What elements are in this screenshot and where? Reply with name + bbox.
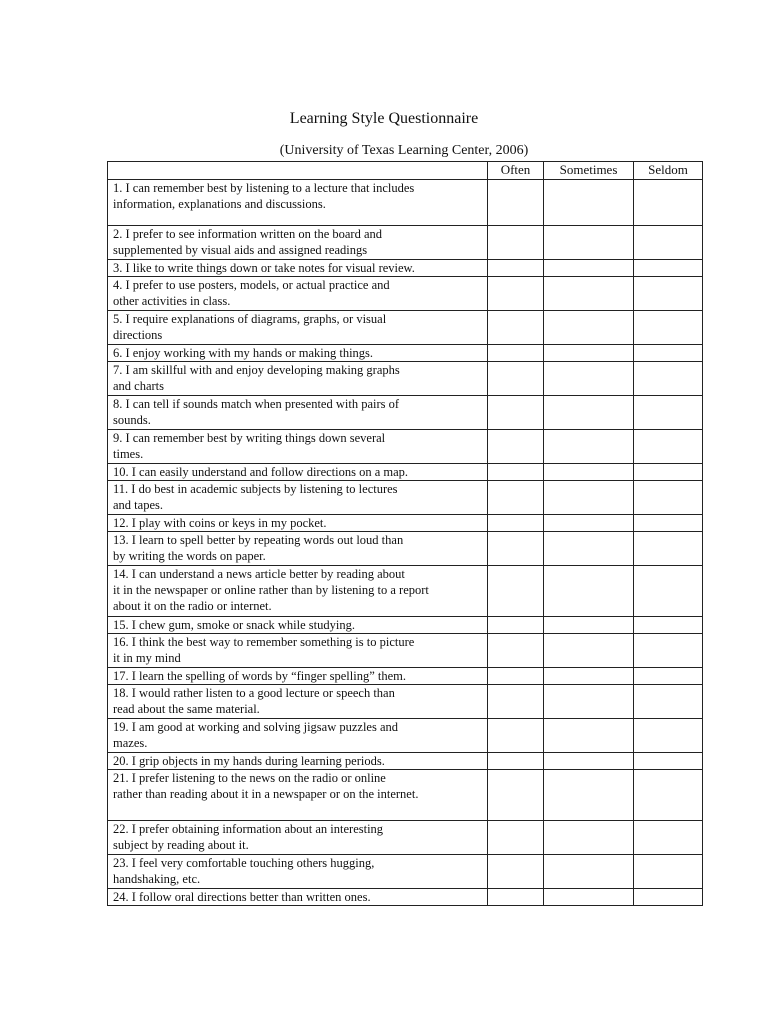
question-text: 5. I require explanations of diagrams, graphs, or visual directions	[108, 311, 488, 345]
seldom-response-cell[interactable]	[634, 515, 703, 532]
table-row	[108, 481, 703, 515]
often-response-cell[interactable]	[488, 753, 544, 770]
often-response-cell[interactable]	[488, 532, 544, 566]
sometimes-response-cell[interactable]	[544, 260, 634, 277]
table-row	[108, 464, 703, 481]
table-row	[108, 685, 703, 719]
seldom-response-cell[interactable]	[634, 481, 703, 515]
sometimes-response-cell[interactable]	[544, 430, 634, 464]
table-row	[108, 345, 703, 362]
seldom-response-cell[interactable]	[634, 685, 703, 719]
question-column-header	[108, 162, 488, 180]
sometimes-response-cell[interactable]	[544, 889, 634, 906]
question-text: 14. I can understand a news article better by reading about it in the newspaper or online rather than by listening to a report about it on the radio or internet.	[108, 566, 488, 617]
question-text: 18. I would rather listen to a good lecture or speech than read about the same material.	[108, 685, 488, 719]
question-text: 4. I prefer to use posters, models, or actual practice and other activities in class.	[108, 277, 488, 311]
seldom-response-cell[interactable]	[634, 634, 703, 668]
often-response-cell[interactable]	[488, 180, 544, 226]
table-row	[108, 515, 703, 532]
sometimes-response-cell[interactable]	[544, 311, 634, 345]
often-response-cell[interactable]	[488, 719, 544, 753]
often-response-cell[interactable]	[488, 311, 544, 345]
sometimes-response-cell[interactable]	[544, 226, 634, 260]
table-row	[108, 430, 703, 464]
table-row	[108, 719, 703, 753]
question-text: 10. I can easily understand and follow directions on a map.	[108, 464, 488, 481]
seldom-response-cell[interactable]	[634, 396, 703, 430]
question-text: 7. I am skillful with and enjoy developing making graphs and charts	[108, 362, 488, 396]
question-text: 8. I can tell if sounds match when presented with pairs of sounds.	[108, 396, 488, 430]
table-row	[108, 277, 703, 311]
often-response-cell[interactable]	[488, 464, 544, 481]
sometimes-response-cell[interactable]	[544, 362, 634, 396]
sometimes-response-cell[interactable]	[544, 855, 634, 889]
sometimes-response-cell[interactable]	[544, 481, 634, 515]
table-row	[108, 753, 703, 770]
question-text: 19. I am good at working and solving jigsaw puzzles and mazes.	[108, 719, 488, 753]
seldom-response-cell[interactable]	[634, 260, 703, 277]
seldom-response-cell[interactable]	[634, 617, 703, 634]
sometimes-column-header: Sometimes	[544, 162, 634, 180]
page-title: Learning Style Questionnaire	[289, 110, 479, 127]
seldom-response-cell[interactable]	[634, 532, 703, 566]
often-response-cell[interactable]	[488, 226, 544, 260]
seldom-response-cell[interactable]	[634, 668, 703, 685]
often-response-cell[interactable]	[488, 821, 544, 855]
question-text: 1. I can remember best by listening to a lecture that includes information, explanations and discussions.	[108, 180, 488, 226]
sometimes-response-cell[interactable]	[544, 753, 634, 770]
sometimes-response-cell[interactable]	[544, 180, 634, 226]
often-response-cell[interactable]	[488, 260, 544, 277]
question-text: 6. I enjoy working with my hands or making things.	[108, 345, 488, 362]
table-row	[108, 311, 703, 345]
often-response-cell[interactable]	[488, 566, 544, 617]
question-text: 13. I learn to spell better by repeating words out loud than by writing the words on paper.	[108, 532, 488, 566]
often-response-cell[interactable]	[488, 770, 544, 821]
seldom-response-cell[interactable]	[634, 889, 703, 906]
often-response-cell[interactable]	[488, 634, 544, 668]
seldom-column-header: Seldom	[634, 162, 703, 180]
table-row	[108, 226, 703, 260]
often-response-cell[interactable]	[488, 855, 544, 889]
sometimes-response-cell[interactable]	[544, 566, 634, 617]
question-text: 11. I do best in academic subjects by listening to lectures and tapes.	[108, 481, 488, 515]
often-response-cell[interactable]	[488, 617, 544, 634]
sometimes-response-cell[interactable]	[544, 464, 634, 481]
question-text: 3. I like to write things down or take notes for visual review.	[108, 260, 488, 277]
table-row	[108, 180, 703, 226]
question-text: 9. I can remember best by writing things down several times.	[108, 430, 488, 464]
seldom-response-cell[interactable]	[634, 566, 703, 617]
seldom-response-cell[interactable]	[634, 770, 703, 821]
table-row	[108, 566, 703, 617]
page-subtitle: (University of Texas Learning Center, 2006)	[279, 143, 529, 158]
seldom-response-cell[interactable]	[634, 362, 703, 396]
table-row	[108, 855, 703, 889]
sometimes-response-cell[interactable]	[544, 396, 634, 430]
question-text: 21. I prefer listening to the news on the radio or online rather than reading about it in a newspaper or on the internet.	[108, 770, 488, 821]
table-row	[108, 260, 703, 277]
seldom-response-cell[interactable]	[634, 180, 703, 226]
seldom-response-cell[interactable]	[634, 464, 703, 481]
table-row	[108, 362, 703, 396]
table-row	[108, 770, 703, 821]
sometimes-response-cell[interactable]	[544, 719, 634, 753]
question-rows	[108, 180, 703, 906]
sometimes-response-cell[interactable]	[544, 770, 634, 821]
often-response-cell[interactable]	[488, 430, 544, 464]
seldom-response-cell[interactable]	[634, 821, 703, 855]
question-text: 17. I learn the spelling of words by “finger spelling” them.	[108, 668, 488, 685]
often-response-cell[interactable]	[488, 889, 544, 906]
sometimes-response-cell[interactable]	[544, 617, 634, 634]
questionnaire-table	[107, 161, 703, 906]
often-response-cell[interactable]	[488, 396, 544, 430]
seldom-response-cell[interactable]	[634, 226, 703, 260]
often-response-cell[interactable]	[488, 515, 544, 532]
table-row	[108, 532, 703, 566]
often-response-cell[interactable]	[488, 668, 544, 685]
often-response-cell[interactable]	[488, 685, 544, 719]
sometimes-response-cell[interactable]	[544, 277, 634, 311]
sometimes-response-cell[interactable]	[544, 345, 634, 362]
question-text: 2. I prefer to see information written on the board and supplemented by visual aids and assigned readings	[108, 226, 488, 260]
sometimes-response-cell[interactable]	[544, 668, 634, 685]
table-row	[108, 396, 703, 430]
seldom-response-cell[interactable]	[634, 345, 703, 362]
seldom-response-cell[interactable]	[634, 277, 703, 311]
header-row	[108, 162, 703, 180]
question-text: 22. I prefer obtaining information about an interesting subject by reading about it.	[108, 821, 488, 855]
question-text: 23. I feel very comfortable touching others hugging, handshaking, etc.	[108, 855, 488, 889]
table-row	[108, 889, 703, 906]
table-row	[108, 617, 703, 634]
sometimes-response-cell[interactable]	[544, 515, 634, 532]
sometimes-response-cell[interactable]	[544, 821, 634, 855]
question-text: 16. I think the best way to remember something is to picture it in my mind	[108, 634, 488, 668]
table-row	[108, 634, 703, 668]
sometimes-response-cell[interactable]	[544, 634, 634, 668]
question-text: 20. I grip objects in my hands during learning periods.	[108, 753, 488, 770]
seldom-response-cell[interactable]	[634, 719, 703, 753]
question-text: 24. I follow oral directions better than written ones.	[108, 889, 488, 906]
often-response-cell[interactable]	[488, 362, 544, 396]
often-column-header: Often	[488, 162, 544, 180]
seldom-response-cell[interactable]	[634, 311, 703, 345]
sometimes-response-cell[interactable]	[544, 685, 634, 719]
table-row	[108, 821, 703, 855]
often-response-cell[interactable]	[488, 481, 544, 515]
question-text: 15. I chew gum, smoke or snack while studying.	[108, 617, 488, 634]
seldom-response-cell[interactable]	[634, 430, 703, 464]
sometimes-response-cell[interactable]	[544, 532, 634, 566]
table-row	[108, 668, 703, 685]
often-response-cell[interactable]	[488, 277, 544, 311]
seldom-response-cell[interactable]	[634, 753, 703, 770]
seldom-response-cell[interactable]	[634, 855, 703, 889]
question-text: 12. I play with coins or keys in my pocket.	[108, 515, 488, 532]
often-response-cell[interactable]	[488, 345, 544, 362]
